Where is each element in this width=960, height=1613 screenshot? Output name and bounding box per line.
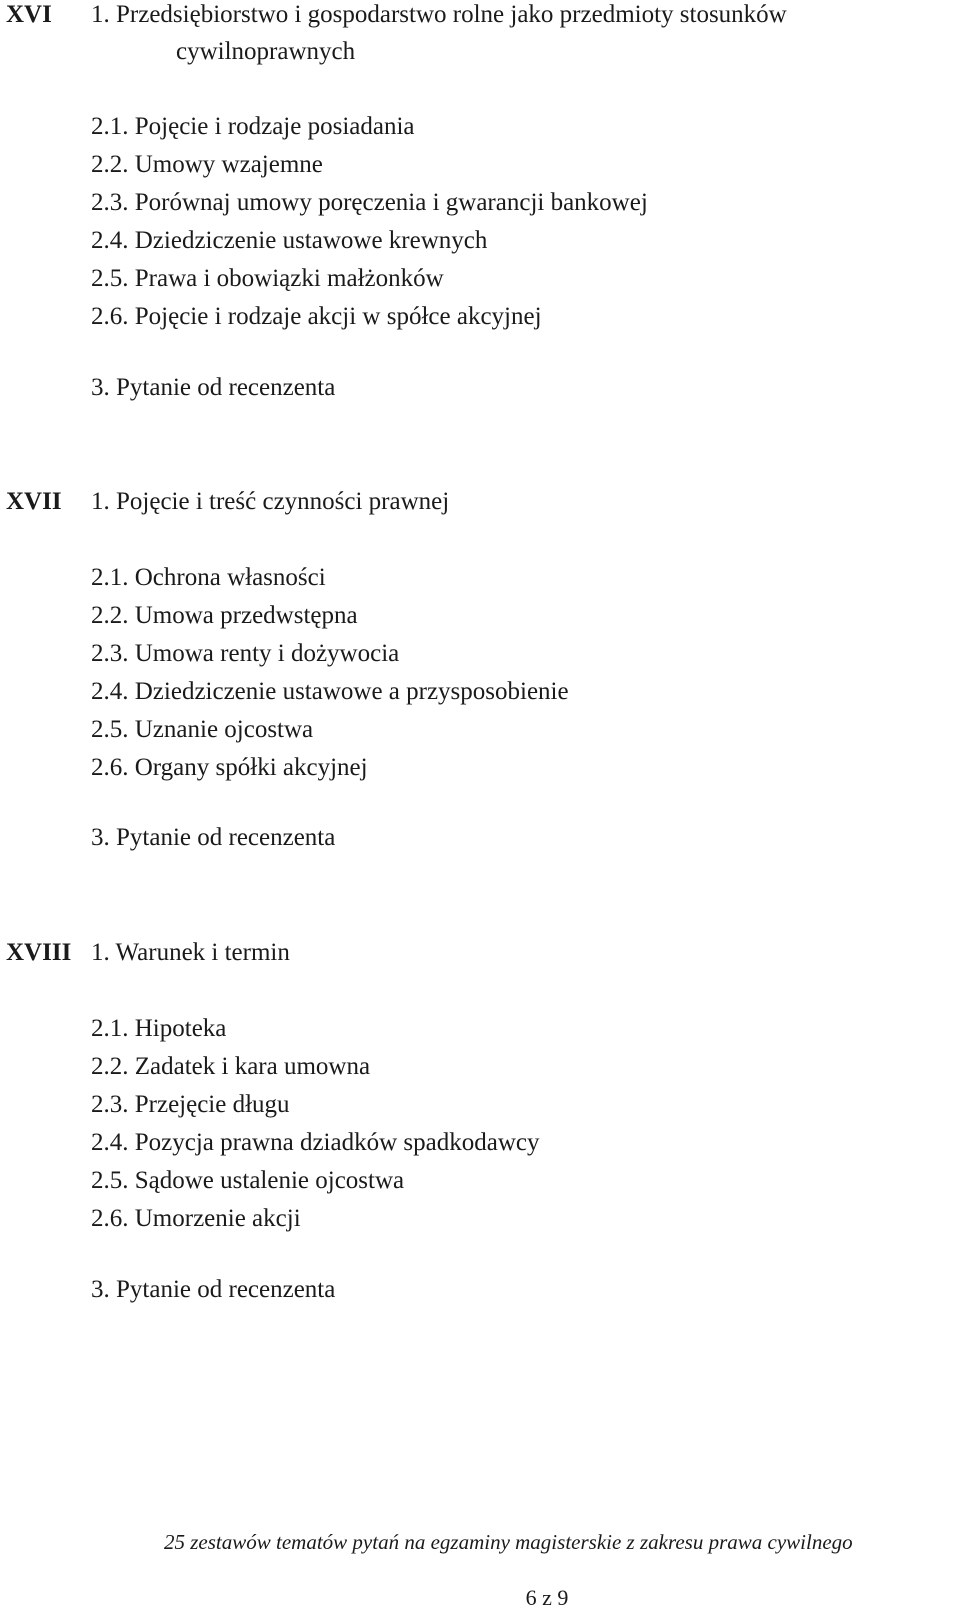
- reviewer-question: 3. Pytanie od recenzenta: [91, 1276, 336, 1303]
- subquestion: 2.6. Pojęcie i rodzaje akcji w spółce akcyjnej: [91, 303, 542, 330]
- subquestion: 2.6. Organy spółki akcyjnej: [91, 754, 368, 781]
- reviewer-question: 3. Pytanie od recenzenta: [91, 824, 336, 851]
- question-1: 1. Pojęcie i treść czynności prawnej: [91, 488, 450, 515]
- subquestion: 2.3. Przejęcie długu: [91, 1091, 290, 1118]
- subquestion: 2.4. Dziedziczenie ustawowe a przysposobienie: [91, 678, 569, 705]
- subquestion: 2.6. Umorzenie akcji: [91, 1205, 301, 1232]
- subquestion: 2.3. Porównaj umowy poręczenia i gwarancji bankowej: [91, 189, 648, 216]
- subquestion: 2.2. Umowy wzajemne: [91, 151, 323, 178]
- subquestion: 2.3. Umowa renty i dożywocia: [91, 640, 400, 667]
- subquestion: 2.5. Prawa i obowiązki małżonków: [91, 265, 444, 292]
- reviewer-question: 3. Pytanie od recenzenta: [91, 374, 336, 401]
- subquestion: 2.5. Sądowe ustalenie ojcostwa: [91, 1167, 405, 1194]
- subquestion: 2.4. Dziedziczenie ustawowe krewnych: [91, 227, 488, 254]
- subquestion: 2.2. Umowa przedwstępna: [91, 602, 358, 629]
- question-1: 1. Warunek i termin: [91, 939, 290, 966]
- question-1-continued: cywilnoprawnych: [176, 38, 356, 65]
- section-number: XVI: [6, 1, 52, 28]
- subquestion: 2.4. Pozycja prawna dziadków spadkodawcy: [91, 1129, 540, 1156]
- subquestion: 2.1. Ochrona własności: [91, 564, 326, 591]
- subquestion: 2.1. Pojęcie i rodzaje posiadania: [91, 113, 415, 140]
- page-number: 6 z 9: [525, 1585, 569, 1610]
- subquestion: 2.5. Uznanie ojcostwa: [91, 716, 314, 743]
- footer-title: 25 zestawów tematów pytań na egzaminy magisterskie z zakresu prawa cywilnego: [164, 1530, 853, 1554]
- subquestion: 2.2. Zadatek i kara umowna: [91, 1053, 371, 1080]
- section-number: XVIII: [6, 939, 72, 966]
- section-number: XVII: [6, 488, 62, 515]
- subquestion: 2.1. Hipoteka: [91, 1015, 227, 1042]
- question-1: 1. Przedsiębiorstwo i gospodarstwo rolne jako przedmioty stosunków: [91, 1, 787, 28]
